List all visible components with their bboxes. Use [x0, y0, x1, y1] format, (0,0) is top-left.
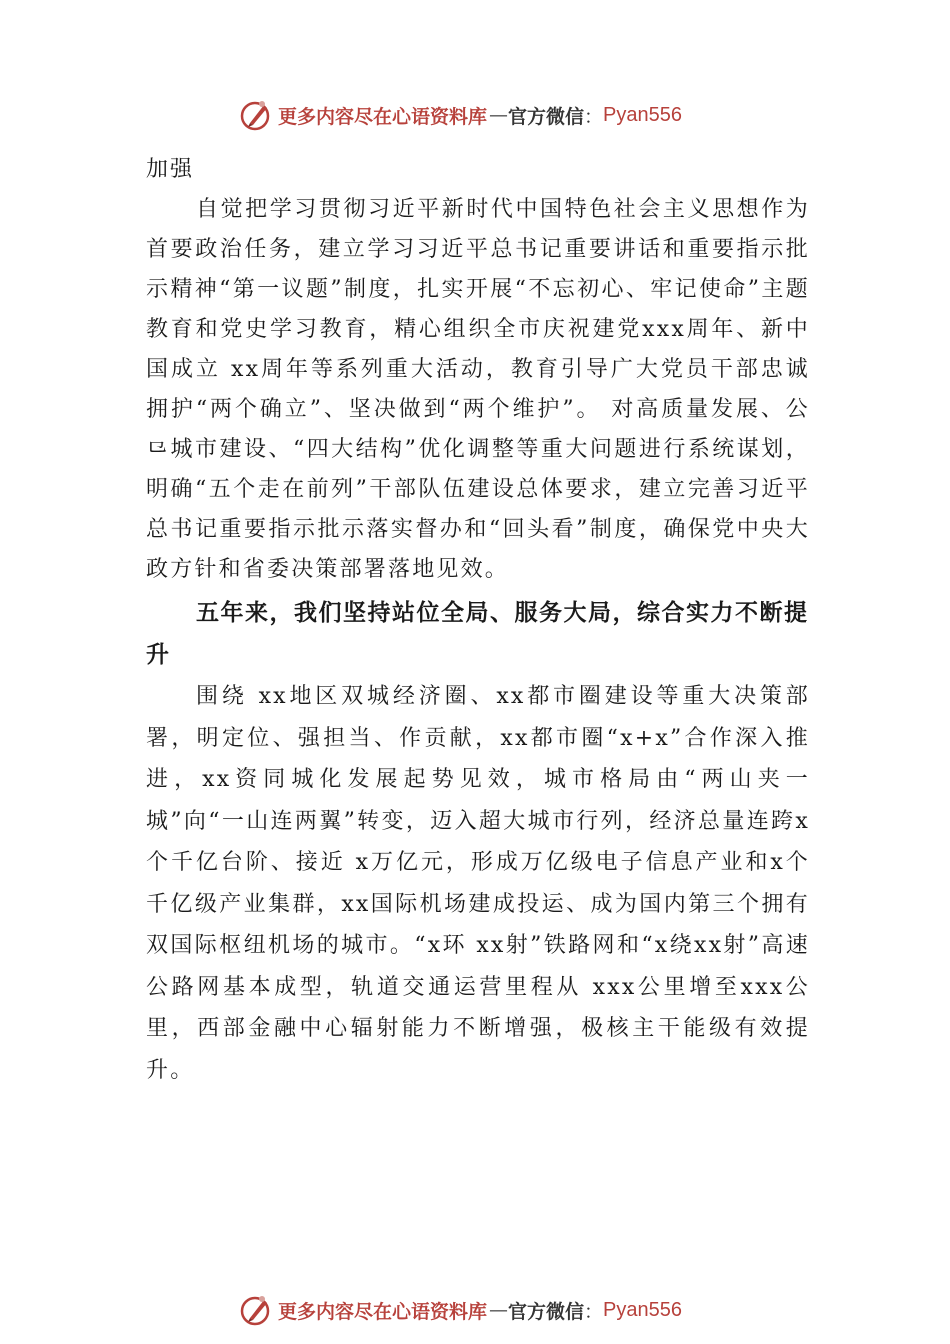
pen-logo-icon [238, 97, 274, 133]
wechat-id: Pyan556 [603, 1298, 683, 1321]
paragraph-1: 自觉把学习贯彻习近平新时代中国特色社会主义思想作为首要政治任务，建立学习习近平总书记重要讲话和重要指示批示精神“第一议题”制度，扎实开展“不忘初心、牢记使命”主题教育和党史学习教育，精心组织全市庆祝建党xxx周年、新中国成立 xx周年等系列重大活动，教育引导广大党员干部忠诚拥护“两个确立”、坚决做到“两个维护”。 对高质量发展、公⺋城市建设、“四大结构”优化调整等重大问题进行系统谋划，明确“五个走在前列”干部队伍建设总体要求，建立完善习近平总书记重要指示批示落实督办和“回头看”制度，确保党中央大政方针和省委决策部署落地见效。 [146, 197, 810, 582]
banner-separator: — [489, 104, 509, 126]
document-body [146, 150, 810, 1091]
ad-text: 更多内容尽在心语资料库 [278, 1300, 488, 1323]
banner-separator: — [489, 1299, 509, 1321]
wechat-label: 官方微信 [508, 1300, 585, 1323]
paragraph-2: 围绕 xx地区双城经济圈、xx都市圈建设等重大决策部署，明定位、强担当、作贡献，xx都市圈“x+x”合作深入推进，xx资同城化发展起势见效，城市格局由“两山夹一城”向“一山连两翼”转变，迈入超大城市行列，经济总量连跨x个千亿台阶、接近 x万亿元，形成万亿级电子信息产业和x个千亿级产业集群，xx国际机场建成投运、成为国内第三个拥有双国际枢纽机场的城市。“x环 xx射”铁路网和“x绕xx射”高速公路网基本成型，轨道交通运营里程从 xxx公里增至xxx公里，西部金融中心辐射能力不断增强，极核主干能级有效提升。 [146, 684, 810, 1083]
heading-fragment: 加强 [146, 157, 195, 182]
wechat-label: 官方微信 [508, 105, 585, 128]
section-title: 五年来，我们坚持站位全局、服务大局，综合实力不断提升 [146, 600, 809, 668]
banner-colon: ： [584, 105, 604, 128]
wechat-id: Pyan556 [603, 103, 683, 126]
banner-colon: ： [584, 1300, 604, 1323]
pen-logo-icon [238, 1292, 274, 1328]
header-banner [238, 95, 758, 135]
ad-text: 更多内容尽在心语资料库 [278, 105, 488, 128]
footer-banner [238, 1290, 758, 1330]
